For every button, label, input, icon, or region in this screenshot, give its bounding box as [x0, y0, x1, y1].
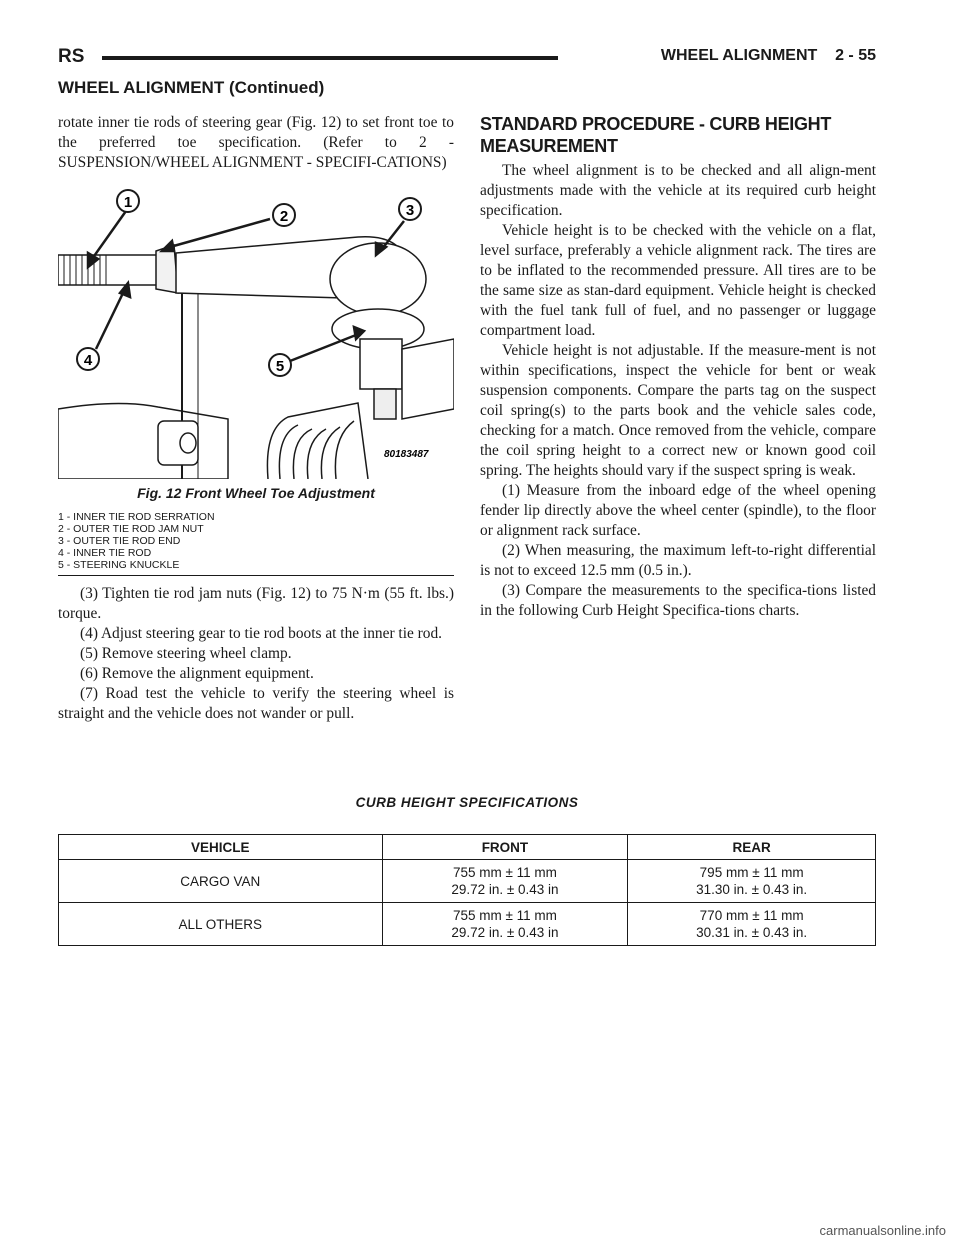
- legend-item: 1 - INNER TIE ROD SERRATION: [58, 511, 215, 523]
- rear-imperial: 31.30 in. ± 0.43 in.: [696, 882, 808, 897]
- left-column: [58, 113, 454, 724]
- table-row: [59, 860, 876, 903]
- rear-metric: 770 mm ± 11 mm: [699, 908, 804, 923]
- paragraph: Vehicle height is not adjustable. If the measure-ment is not within specifications, inspect the vehicle for bent or weak suspension components. Compare the parts tag on the suspect coil spring(s) to the parts book and the vehicle sales code, checking for a match. Once removed from the vehicle, compare the coil spring height to a correct new or known good coil spring. The heights should vary if the suspect spring is weak.: [480, 342, 876, 479]
- cell-front: [382, 860, 628, 903]
- watermark: carmanualsonline.info: [819, 1223, 946, 1238]
- continued-title: WHEEL ALIGNMENT (Continued): [58, 78, 325, 97]
- figure-code: 80183487: [384, 449, 429, 460]
- right-column: [480, 113, 876, 621]
- column-header-vehicle: VEHICLE: [59, 835, 383, 860]
- paragraph: Vehicle height is to be checked with the vehicle on a flat, level surface, preferably a vehicle alignment rack. The tires are to be inflated to the recommended pressure. All tires are to be the same size as stan-dard equipment. Vehicle height is checked with the fuel tank full of fuel, and no passenger or luggage compartment load.: [480, 222, 876, 339]
- figure-caption: Fig. 12 Front Wheel Toe Adjustment: [137, 485, 375, 501]
- legend-item: 3 - OUTER TIE ROD END: [58, 535, 181, 547]
- table-header-row: [59, 835, 876, 860]
- procedure-step-3: (3) Compare the measurements to the specifica-tions listed in the following Curb Height Specifica-tions charts.: [480, 582, 876, 619]
- header-rule: [102, 56, 558, 60]
- callout-2: 2: [279, 208, 289, 225]
- curb-height-table: [58, 834, 876, 946]
- section-heading: STANDARD PROCEDURE - CURB HEIGHT MEASUREMENT: [480, 114, 832, 156]
- rear-metric: 795 mm ± 11 mm: [699, 865, 804, 880]
- rear-imperial: 30.31 in. ± 0.43 in.: [696, 925, 808, 940]
- front-metric: 755 mm ± 11 mm: [452, 865, 557, 880]
- header-section-code: RS: [58, 46, 85, 67]
- front-imperial: 29.72 in. ± 0.43 in: [451, 925, 559, 940]
- step-4: (4) Adjust steering gear to tie rod boots at the inner tie rod.: [80, 625, 443, 642]
- intro-paragraph: rotate inner tie rods of steering gear (Fig. 12) to set front toe to the preferred toe specification. (Refer to 2 - SUSPENSION/WHEEL ALIGNMENT - SPECIFI-CATIONS): [58, 114, 454, 171]
- step-3: (3) Tighten tie rod jam nuts (Fig. 12) to 75 N·m (55 ft. lbs.) torque.: [58, 585, 454, 622]
- figure-legend: [58, 511, 454, 571]
- cell-vehicle: ALL OTHERS: [59, 903, 383, 946]
- callout-3: 3: [405, 202, 415, 219]
- step-5: (5) Remove steering wheel clamp.: [80, 645, 292, 662]
- front-imperial: 29.72 in. ± 0.43 in: [451, 882, 559, 897]
- cell-rear: [628, 860, 876, 903]
- procedure-step-1: (1) Measure from the inboard edge of the wheel opening fender lip directly above the wheel center (spindle), to the floor or alignment rack surface.: [480, 482, 876, 539]
- callout-1: 1: [123, 194, 133, 211]
- cell-front: [382, 903, 628, 946]
- cell-vehicle: CARGO VAN: [59, 860, 383, 903]
- page-header: [58, 46, 876, 70]
- paragraph: The wheel alignment is to be checked and all align-ment adjustments made with the vehicle at its required curb height specification.: [480, 162, 876, 219]
- legend-item: 4 - INNER TIE ROD: [58, 547, 152, 559]
- callout-5: 5: [275, 358, 285, 375]
- column-header-rear: REAR: [628, 835, 876, 860]
- tie-rod-illustration: [58, 189, 454, 479]
- header-page-title: WHEEL ALIGNMENT 2 - 55: [660, 47, 876, 64]
- column-header-front: FRONT: [382, 835, 628, 860]
- step-6: (6) Remove the alignment equipment.: [80, 665, 314, 682]
- step-7: (7) Road test the vehicle to verify the steering wheel is straight and the vehicle does not wander or pull.: [58, 685, 454, 722]
- cell-rear: [628, 903, 876, 946]
- table-title: CURB HEIGHT SPECIFICATIONS: [355, 795, 579, 810]
- callout-4: 4: [83, 352, 93, 369]
- legend-item: 2 - OUTER TIE ROD JAM NUT: [58, 523, 204, 535]
- legend-item: 5 - STEERING KNUCKLE: [58, 559, 180, 571]
- figure-12: [58, 189, 454, 479]
- front-metric: 755 mm ± 11 mm: [452, 908, 557, 923]
- table-row: [59, 903, 876, 946]
- procedure-step-2: (2) When measuring, the maximum left-to-right differential is not to exceed 12.5 mm (0.5 in.).: [480, 542, 876, 579]
- figure-rule: [58, 575, 454, 576]
